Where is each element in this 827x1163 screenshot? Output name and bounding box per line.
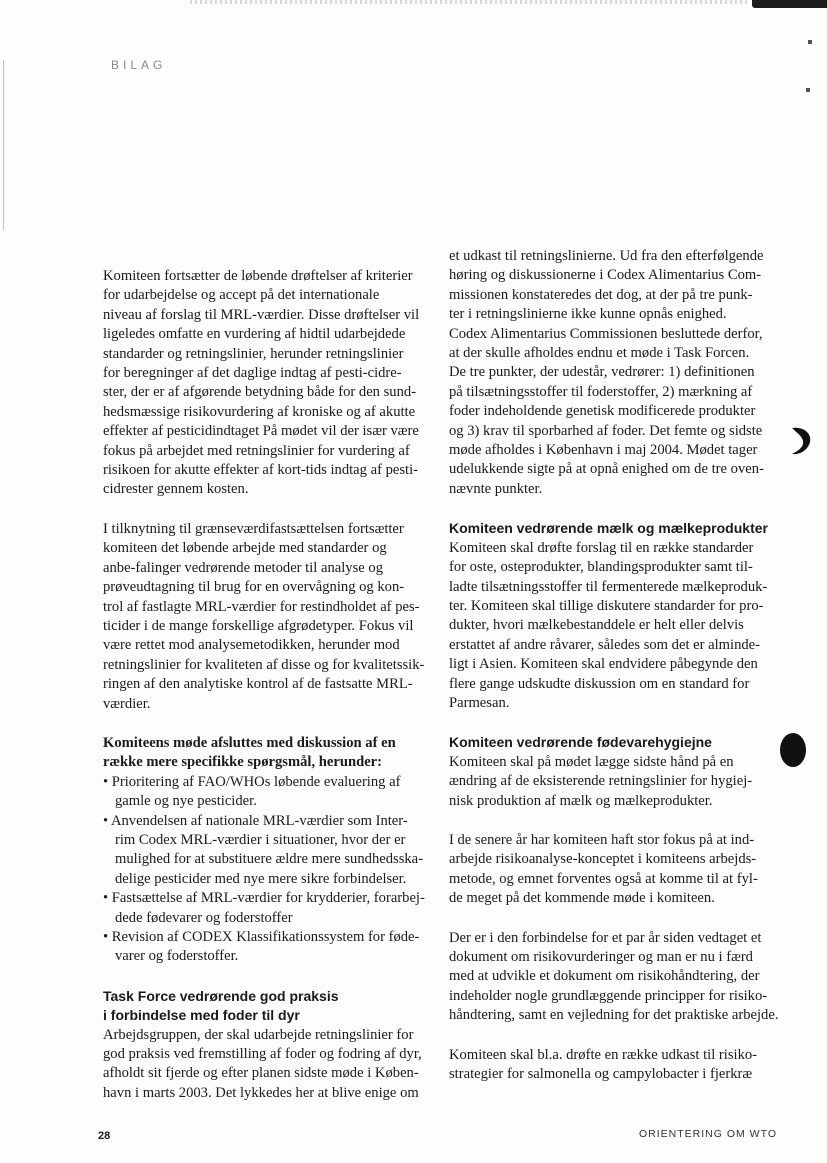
section-heading-hygiene: Komiteen vedrørende fødevarehygiejne: [449, 734, 712, 751]
margin-curl-mark: [788, 424, 814, 458]
right-column: [449, 247, 779, 1084]
bullet-list: [103, 773, 423, 967]
page-number: 28: [98, 1130, 111, 1142]
margin-tick: [806, 88, 810, 92]
publication-footer: ORIENTERING OM WTO: [639, 1128, 777, 1140]
scan-edge-mark: [3, 60, 4, 230]
paragraph: Komiteen skal drøfte forslag til en række standarder for oste, osteprodukter, blandingsprodukter samt til- ladte tilsætningsstoffer til fermenterede mælkeproduk- ter. Komiteen skal tillige diskutere standarder for pro- dukter, hvori mælkebestanddele er helt eller delvis erstattet af andre råvarer, således som det er alminde- ligt i Asien. Komiteen skal endvidere påbegynde den flere gange udskudte diskussion om en standard for Parmesan.: [449, 539, 768, 711]
margin-tick: [808, 40, 812, 44]
section-heading-milk: Komiteen vedrørende mælk og mælkeprodukter: [449, 520, 768, 537]
list-item: • Anvendelsen af nationale MRL-værdier som Inter- rim Codex MRL-værdier i situationer, hvor der er mulighed for at substituere ældre mere sundhedsska- delige pesticider med nye mere sikre forbindelser.: [103, 812, 424, 887]
paragraph: Komiteen skal bl.a. drøfte en række udkast til risiko- strategier for salmonella og campylobacter i fjerkræ: [449, 1046, 758, 1083]
left-column: Komiteen fortsætter de løbende drøftelser af kriterier for udarbejdelse og accept på det internationale niveau af forslag til MRL-værdier. Disse drøftelser vil ligeledes omfatte en vurdering af hidtil udarbejdede standarder og retningslinier, herunder retningslinier for beregninger af det daglige indtag af pesti-cidre- ster, der er af afgørende betydning både for den sund- hedsmæssige risikovurdering af kroniske og af akutte effekter af pesticidindtaget På mødet vil der især være fokus på arbejdet med retningslinier for vurdering af risikoen for akutte effekter af kort-tids indtag af pesti- cidrester gennem kosten. I tilknytning til grænseværdifastsættelsen fortsætter komiteen det løbende arbejde med standarder og anbe-falinger vedrørende metoder til analyse og prøveudtagning til brug for en overvågning og kon- trol af fastlagte MRL-værdier for restindholdet af pes- ticider i de mange forskellige afgrødetyper. Fokus vil være rettet mod analysemetodikken, herunder mod retningslinier for kvaliteten af disse og for kvalitetssik- ringen af den analytiske kontrol af de fastsatte MRL- værdier. Komiteens møde afsluttes med diskussion af en række mere specifikke spørgsmål, herunder: • Prioritering af FAO/WHOs løbende evaluering af gamle og nye pesticider. • Anvendelsen af nationale MRL-værdier som Inter- rim Codex MRL-værdier i situationer, hvor der er mulighed for at substituere ældre mere sundhedsska- delige pesticider med nye mere sikre forbindelser. • Fastsættelse af MRL-værdier for krydderier, forarbej- dede fødevarer og foderstoffer • Revision af CODEX Klassifikationssystem for føde- varer og foderstoffer. Task Force vedrørende god praksis i forbindelse med foder til dyr Arbejdsgruppen, der skal udarbejde retningslinier for god praksis ved fremstilling af foder og fodring af dyr, afholdt sit fjerde og efter planen sidste møde i Køben- havn i marts 2003. Det lykkedes her at blive enige om: [103, 247, 423, 1103]
section-heading-task-force: Task Force vedrørende god praksis i forbindelse med foder til dyr: [103, 987, 339, 1024]
scan-artifact-top: [190, 0, 750, 4]
list-item: • Fastsættelse af MRL-værdier for krydderier, forarbej- dede fødevarer og foderstoffer: [103, 890, 425, 926]
paragraph: I de senere år har komiteen haft stor fokus på at ind- arbejde risikoanalyse-konceptet i komiteens arbejds- metode, og emnet forventes også at komme til at fyl- de meget på det kommende møde i komiteen.: [449, 831, 758, 907]
paragraph: I tilknytning til grænseværdifastsættelsen fortsætter komiteen det løbende arbejde med standarder og anbe-falinger vedrørende metoder til analyse og prøveudtagning til brug for en overvågning og kon- trol af fastlagte MRL-værdier for restindholdet af pes- ticider i de mange forskellige afgrødetyper. Fokus vil være rettet mod analysemetodikken, herunder mod retningslinier for kvaliteten af disse og for kvalitetssik- ringen af den analytiske kontrol af de fastsatte MRL- værdier.: [103, 520, 425, 712]
section-header: BILAG: [111, 58, 167, 72]
margin-dot-mark: [780, 733, 806, 767]
list-item: • Revision af CODEX Klassifikationssystem for føde- varer og foderstoffer.: [103, 929, 420, 965]
paragraph: Der er i den forbindelse for et par år siden vedtaget et dokument om risikovurderinger og man er nu i færd med at udvikle et dokument om risikohåndtering, der indeholder nogle grundlæggende principper for risiko- håndtering, samt en vejledning for det praktiske arbejde.: [449, 929, 779, 1024]
scan-artifact-corner: [752, 0, 827, 8]
paragraph: et udkast til retningslinierne. Ud fra den efterfølgende høring og diskussionerne i Codex Alimentarius Com- missionen konstateredes det dog, at der på tre punk- ter i retningslinierne ikke kunne opnås enighed. Codex Alimentarius Commissionen besluttede derfor, at der skulle afholdes endnu et møde i Task Forcen. De tre punkter, der udestår, vedrører: 1) definitionen på tilsætningsstoffer til foderstoffer, 2) mærkning af foder indeholdende genetisk modificerede produkter og 3) krav til sporbarhed af foder. Det femte og sidste møde afholdes i København i maj 2004. Mødet tager udelukkende sigte på at opnå enighed om de tre oven- nævnte punkter.: [449, 248, 764, 497]
paragraph: Komiteen skal på mødet lægge sidste hånd på en ændring af de eksisterende retningslinier for hygiej- nisk produktion af mælk og mælkeprodukter.: [449, 753, 753, 809]
list-item: • Prioritering af FAO/WHOs løbende evaluering af gamle og nye pesticider.: [103, 773, 401, 810]
bold-intro: Komiteens møde afsluttes med diskussion af en række mere specifikke spørgsmål, herunder:: [103, 734, 396, 771]
paragraph: Arbejdsgruppen, der skal udarbejde retningslinier for god praksis ved fremstilling af foder og fodring af dyr, afholdt sit fjerde og efter planen sidste møde i Køben- havn i marts 2003. Det lykkedes her at blive enige om: [103, 1026, 422, 1101]
